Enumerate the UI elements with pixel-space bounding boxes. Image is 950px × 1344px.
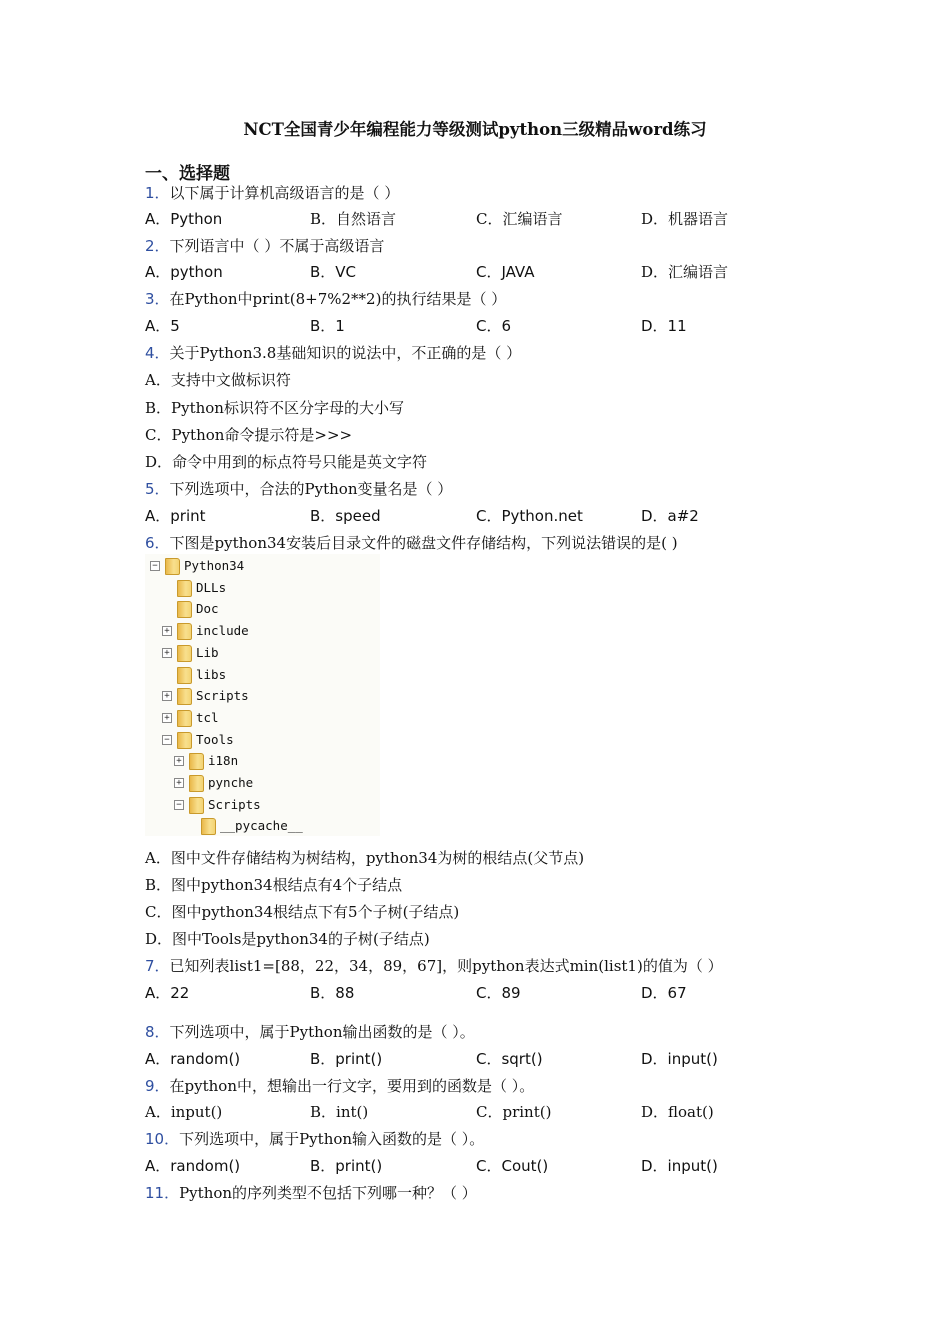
question-5: 5．下列选项中，合法的Python变量名是（ ） xyxy=(145,480,453,498)
q2-option-b: B．VC xyxy=(310,263,357,281)
q6-option-d: D．图中Tools是python34的子树(子结点) xyxy=(145,930,430,948)
q10-option-d: D．input() xyxy=(641,1157,718,1175)
folder-icon xyxy=(165,558,180,575)
folder-name: Python34 xyxy=(184,558,245,573)
folder-name: libs xyxy=(196,666,227,682)
question-7: 7．已知列表list1=[88，22，34，89，67]，则python表达式min(list1)的值为（ ） xyxy=(145,957,723,975)
folder-icon xyxy=(177,623,192,640)
q8-option-a: A．random() xyxy=(145,1050,241,1068)
expand-icon: + xyxy=(162,626,172,636)
q4-option-a: A．支持中文做标识符 xyxy=(145,371,291,389)
section-heading: 一、选择题 xyxy=(145,164,230,184)
collapse-icon: − xyxy=(150,561,160,571)
q1-option-c: C．汇编语言 xyxy=(476,210,563,228)
q1-option-d: D．机器语言 xyxy=(641,210,729,228)
expand-icon: + xyxy=(162,713,172,723)
directory-tree-image xyxy=(145,554,380,836)
q9-option-b: B．int() xyxy=(310,1103,369,1121)
folder-name: tcl xyxy=(196,709,219,725)
q2-option-c: C．JAVA xyxy=(476,263,535,281)
question-6: 6．下图是python34安装后目录文件的磁盘文件存储结构，下列说法错误的是( ) xyxy=(145,534,678,552)
q9-option-d: D．float() xyxy=(641,1103,714,1121)
q9-option-c: C．print() xyxy=(476,1103,552,1121)
folder-name: Scripts xyxy=(208,796,261,812)
folder-name: Lib xyxy=(196,644,219,660)
q6-option-b: B．图中python34根结点有4个子结点 xyxy=(145,876,403,894)
question-3: 3．在Python中print(8+7%2**2)的执行结果是（ ） xyxy=(145,290,507,308)
q5-option-a: A．print xyxy=(145,507,206,525)
q3-option-a: A．5 xyxy=(145,317,180,335)
document-title: NCT全国青少年编程能力等级测试python三级精品word练习 xyxy=(243,120,707,139)
q7-option-d: D．67 xyxy=(641,984,687,1002)
folder-name: Scripts xyxy=(196,688,249,704)
folder-icon xyxy=(177,580,192,597)
q7-option-a: A．22 xyxy=(145,984,190,1002)
q7-option-b: B．88 xyxy=(310,984,355,1002)
expand-icon: + xyxy=(162,691,172,701)
question-4: 4．关于Python3.8基础知识的说法中，不正确的是（ ） xyxy=(145,344,522,362)
q5-option-d: D．a#2 xyxy=(641,507,699,525)
folder-icon xyxy=(177,667,192,684)
q8-option-c: C．sqrt() xyxy=(476,1050,543,1068)
q9-option-a: A．input() xyxy=(145,1103,223,1121)
question-9: 9．在python中，想输出一行文字，要用到的函数是（ ）。 xyxy=(145,1077,535,1095)
folder-icon xyxy=(177,710,192,727)
folder-icon xyxy=(189,797,204,814)
q7-option-c: C．89 xyxy=(476,984,521,1002)
question-1: 1．以下属于计算机高级语言的是（ ） xyxy=(145,184,400,202)
q3-option-d: D．11 xyxy=(641,317,687,335)
question-2: 2．下列语言中（ ）不属于高级语言 xyxy=(145,237,385,255)
folder-name: pynche xyxy=(208,775,254,790)
folder-icon xyxy=(177,688,192,705)
folder-name: include xyxy=(196,623,249,639)
question-8: 8．下列选项中，属于Python输出函数的是（ ）。 xyxy=(145,1023,475,1041)
q4-option-b: B．Python标识符不区分字母的大小写 xyxy=(145,399,404,417)
folder-icon xyxy=(177,601,192,618)
folder-icon xyxy=(201,818,216,835)
folder-name: DLLs xyxy=(196,579,227,595)
folder-icon xyxy=(177,732,192,749)
folder-icon xyxy=(177,645,192,662)
folder-name: Tools xyxy=(196,731,234,747)
folder-name: Doc xyxy=(196,601,219,617)
expand-icon: + xyxy=(174,778,184,788)
q4-option-d: D．命令中用到的标点符号只能是英文字符 xyxy=(145,453,428,471)
q10-option-c: C．Cout() xyxy=(476,1157,549,1175)
folder-name: __pycache__ xyxy=(220,818,303,834)
q8-option-b: B．print() xyxy=(310,1050,383,1068)
q5-option-b: B．speed xyxy=(310,507,381,525)
q5-option-c: C．Python.net xyxy=(476,507,583,525)
folder-name: i18n xyxy=(208,753,239,769)
q10-option-a: A．random() xyxy=(145,1157,241,1175)
q3-option-c: C．6 xyxy=(476,317,512,335)
q1-option-a: A．Python xyxy=(145,210,223,228)
q8-option-d: D．input() xyxy=(641,1050,718,1068)
collapse-icon: − xyxy=(174,800,184,810)
q2-option-a: A．python xyxy=(145,263,223,281)
question-11: 11．Python的序列类型不包括下列哪一种？（ ） xyxy=(145,1184,477,1202)
q1-option-b: B．自然语言 xyxy=(310,210,397,228)
collapse-icon: − xyxy=(162,735,172,745)
q10-option-b: B．print() xyxy=(310,1157,383,1175)
q3-option-b: B．1 xyxy=(310,317,345,335)
q4-option-c: C．Python命令提示符是>>> xyxy=(145,426,353,444)
question-10: 10．下列选项中，属于Python输入函数的是（ ）。 xyxy=(145,1130,485,1148)
q6-option-a: A．图中文件存储结构为树结构，python34为树的根结点(父节点) xyxy=(145,849,585,867)
q6-option-c: C．图中python34根结点下有5个子树(子结点) xyxy=(145,903,460,921)
expand-icon: + xyxy=(162,648,172,658)
folder-icon xyxy=(189,775,204,792)
expand-icon: + xyxy=(174,756,184,766)
folder-icon xyxy=(189,753,204,770)
q2-option-d: D．汇编语言 xyxy=(641,263,729,281)
